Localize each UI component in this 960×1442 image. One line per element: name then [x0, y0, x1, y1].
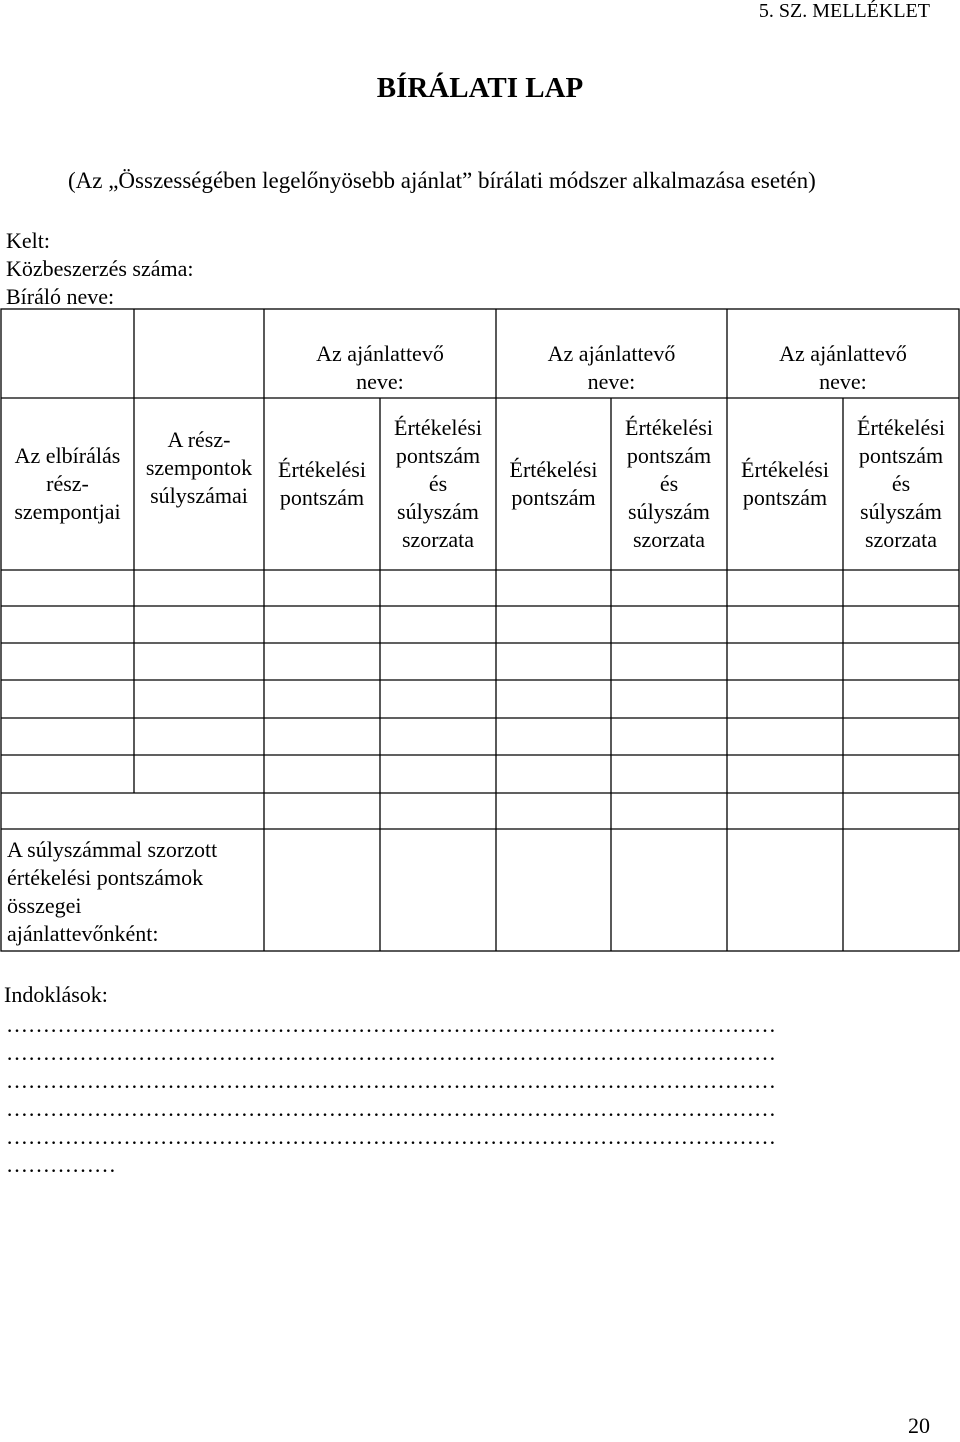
dotted-line: ……………………………………………………………………………………………	[6, 1124, 776, 1149]
product-column-header-3: Értékelési pontszám és súlyszám szorzata	[857, 415, 945, 552]
annex-label: 5. SZ. MELLÉKLET	[758, 0, 930, 22]
sum-row-label: A súlyszámmal szorzott értékelési pontszámok összegei ajánlattevőnként:	[7, 837, 218, 946]
page-subtitle: (Az „Összességében legelőnyösebb ajánlat” bírálati módszer alkalmazása esetén)	[68, 168, 816, 193]
page-number: 20	[908, 1413, 930, 1438]
bidder-3-header: Az ajánlattevő neve:	[779, 341, 907, 394]
evaluation-table	[0, 308, 960, 952]
criteria-column-header: Az elbírálás rész- szempontjai	[14, 443, 121, 524]
dotted-line: ……………………………………………………………………………………………	[6, 1012, 776, 1037]
date-field-label: Kelt:	[6, 228, 50, 253]
page-title: BÍRÁLATI LAP	[376, 72, 584, 104]
score-column-header-1: Értékelési pontszám	[278, 457, 366, 510]
weights-column-header: A rész- szempontok súlyszámai	[145, 427, 253, 508]
dotted-line: ……………………………………………………………………………………………	[6, 1068, 776, 1093]
score-column-header-3: Értékelési pontszám	[741, 457, 829, 510]
procurement-number-label: Közbeszerzés száma:	[6, 256, 194, 281]
dotted-line: ……………	[6, 1152, 116, 1177]
bidder-2-header: Az ajánlattevő neve:	[547, 341, 676, 394]
dotted-line: ……………………………………………………………………………………………	[6, 1040, 776, 1065]
product-column-header-2: Értékelési pontszám és súlyszám szorzata	[625, 415, 713, 552]
reasons-label: Indoklások:	[4, 982, 108, 1007]
bidder-1-header: Az ajánlattevő neve:	[316, 341, 444, 394]
product-column-header-1: Értékelési pontszám és súlyszám szorzata	[394, 415, 482, 552]
reviewer-name-label: Bíráló neve:	[6, 284, 115, 309]
dotted-line: ……………………………………………………………………………………………	[6, 1096, 776, 1121]
score-column-header-2: Értékelési pontszám	[509, 457, 598, 510]
